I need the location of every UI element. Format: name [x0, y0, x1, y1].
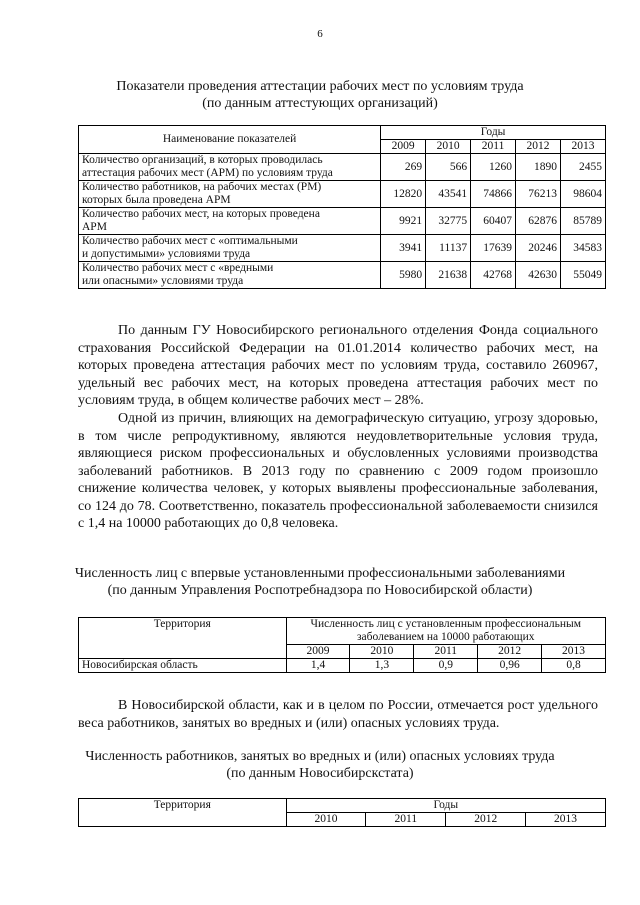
- row-label: Количество рабочих мест с «оптимальными и допустимыми» условиями труда: [79, 235, 381, 262]
- table1-header-row: [79, 126, 606, 140]
- table2-title-line1: Численность лиц с впервые установленными профессиональными заболеваниями: [74, 566, 566, 581]
- cell-value: 3941: [381, 235, 426, 262]
- cell-value: 1260: [471, 154, 516, 181]
- cell-value: 9921: [381, 208, 426, 235]
- cell-value: 76213: [516, 181, 561, 208]
- table2-col-territory: Территория: [79, 618, 287, 659]
- row-label: Количество рабочих мест, на которых проведена АРМ: [79, 208, 381, 235]
- cell-value: 1,4: [286, 659, 350, 673]
- page-number: 6: [317, 28, 323, 40]
- cell-value: 5980: [381, 262, 426, 289]
- table2-year: 2009: [286, 645, 350, 659]
- cell-value: 1,3: [350, 659, 414, 673]
- cell-value: 32775: [426, 208, 471, 235]
- cell-value: 2455: [560, 154, 605, 181]
- cell-value: 60407: [471, 208, 516, 235]
- occupational-disease-table: [78, 617, 606, 673]
- attestation-table: [78, 125, 606, 289]
- table2-title-line2: (по данным Управления Роспотребнадзора по Новосибирской области): [107, 583, 533, 598]
- cell-value: 1890: [516, 154, 561, 181]
- table2-year: 2012: [478, 645, 542, 659]
- cell-value: 11137: [426, 235, 471, 262]
- cell-value: 34583: [560, 235, 605, 262]
- table3-col-territory: Территория: [79, 799, 287, 827]
- table1-title-line1: Показатели проведения аттестации рабочих мест по условиям труда: [116, 79, 524, 94]
- table1-year: 2012: [516, 140, 561, 154]
- table3-title-line1: Численность работников, занятых во вредных и (или) опасных условиях труда: [85, 749, 555, 764]
- cell-value: 85789: [560, 208, 605, 235]
- table1-year: 2009: [381, 140, 426, 154]
- row-label: Новосибирская область: [79, 659, 287, 673]
- table1-col-years: Годы: [381, 126, 606, 140]
- row-label: Количество организаций, в которых проводилась аттестация рабочих мест (АРМ) по условиям труда: [79, 154, 381, 181]
- cell-value: 0,9: [414, 659, 478, 673]
- paragraph-occupational-diseases: Одной из причин, влияющих на демографическую ситуацию, угрозу здоровью, в том числе репродуктивному, являются неудовлетворительные условия труда, являющиеся риском профессиональных и обусловленных условиями производства заболеваний работников. В 2013 году по сравнению с 2009 годом произошло снижение количества человек, у которых выявлены профессиональные заболевания, со 124 до 78. Соответственно, показатель профессиональной заболеваемости снизился с 1,4 на 10000 работающих до 0,8 человека.: [78, 411, 598, 531]
- paragraph-social-insurance: По данным ГУ Новосибирского регионального отделения Фонда социального страхования Российской Федерации на 01.01.2014 количество рабочих мест, на которых проведена аттестация рабочих мест по условиям труда, составило 260967, удельный вес рабочих мест, на которых проведена аттестация рабочих мест по условиям труда, в общем количестве рабочих мест – 28%.: [78, 323, 598, 408]
- cell-value: 55049: [560, 262, 605, 289]
- cell-value: 0,8: [542, 659, 606, 673]
- table3-col-years: Годы: [286, 799, 605, 813]
- table1-year: 2010: [426, 140, 471, 154]
- cell-value: 42768: [471, 262, 516, 289]
- cell-value: 74866: [471, 181, 516, 208]
- table1-title-line2: (по данным аттестующих организаций): [202, 96, 438, 111]
- table-row: [79, 262, 606, 289]
- table3-title-line2: (по данным Новосибирскстата): [226, 766, 414, 781]
- cell-value: 17639: [471, 235, 516, 262]
- table-row: [79, 181, 606, 208]
- cell-value: 62876: [516, 208, 561, 235]
- table3-year: 2011: [366, 813, 446, 827]
- table-row: [79, 659, 606, 673]
- row-label: Количество рабочих мест с «вредными или опасными» условиями труда: [79, 262, 381, 289]
- table1-year: 2013: [560, 140, 605, 154]
- table2-year: 2013: [542, 645, 606, 659]
- table2-year: 2010: [350, 645, 414, 659]
- cell-value: 20246: [516, 235, 561, 262]
- table1-title: [60, 78, 580, 112]
- harmful-workers-table: [78, 798, 606, 827]
- table3-header-row: [79, 799, 606, 813]
- table3-year: 2013: [526, 813, 606, 827]
- table2-title: [40, 565, 600, 599]
- table3-year: 2010: [286, 813, 366, 827]
- cell-value: 43541: [426, 181, 471, 208]
- table1-col-name: Наименование показателей: [79, 126, 381, 154]
- table3-title: [40, 748, 600, 782]
- cell-value: 98604: [560, 181, 605, 208]
- cell-value: 269: [381, 154, 426, 181]
- cell-value: 42630: [516, 262, 561, 289]
- table2-year: 2011: [414, 645, 478, 659]
- table-row: [79, 154, 606, 181]
- table3-year: 2012: [446, 813, 526, 827]
- paragraph-harmful-conditions: В Новосибирской области, как и в целом по России, отмечается рост удельного веса работников, занятых во вредных и (или) опасных условиях труда.: [78, 698, 598, 731]
- cell-value: 0,96: [478, 659, 542, 673]
- table2-header-row: [79, 618, 606, 645]
- cell-value: 12820: [381, 181, 426, 208]
- cell-value: 21638: [426, 262, 471, 289]
- table-row: [79, 208, 606, 235]
- cell-value: 566: [426, 154, 471, 181]
- table2-col-header: Численность лиц с установленным профессиональным заболеванием на 10000 работающих: [286, 618, 605, 645]
- table-row: [79, 235, 606, 262]
- table1-year: 2011: [471, 140, 516, 154]
- row-label: Количество работников, на рабочих местах (РМ) которых была проведена АРМ: [79, 181, 381, 208]
